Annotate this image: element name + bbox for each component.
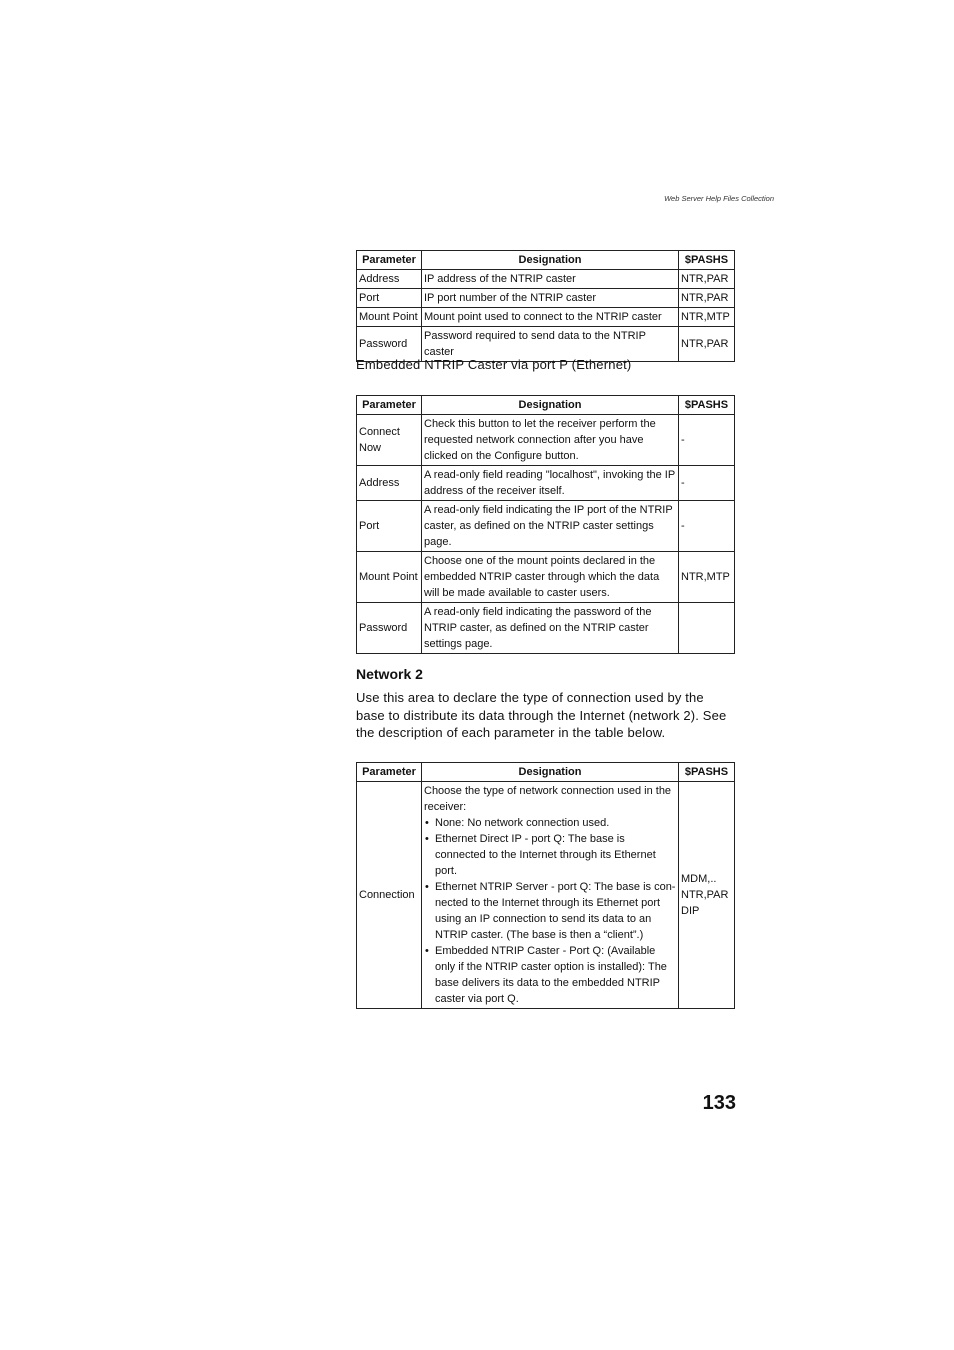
table-row bbox=[357, 603, 735, 654]
column-header-pashs: $PASHS bbox=[679, 251, 735, 270]
column-header-parameter: Parameter bbox=[357, 396, 422, 415]
column-header-designation: Designation bbox=[422, 251, 679, 270]
list-item: • Ethernet NTRIP Server - port Q: The base is con-nected to the Internet through its Ethernet port using an IP connection to send its data to an NTRIP caster. (The base is then a “client”.) bbox=[435, 879, 676, 943]
designation-cell: A read-only field indicating the password of the NTRIP caster, as defined on the NTRIP caster settings page. bbox=[422, 603, 679, 654]
param-cell: Port bbox=[357, 501, 422, 552]
table-row bbox=[357, 552, 735, 603]
param-cell: Connection bbox=[357, 782, 422, 1009]
param-cell: Mount Point bbox=[357, 552, 422, 603]
pashs-cell: NTR,MTP bbox=[679, 308, 735, 327]
list-item: • None: No network connection used. bbox=[435, 815, 676, 831]
designation-cell: Password required to send data to the NTRIP caster bbox=[422, 327, 679, 362]
param-cell: Address bbox=[357, 466, 422, 501]
column-header-pashs: $PASHS bbox=[679, 763, 735, 782]
designation-cell: Check this button to let the receiver perform the requested network connection after you have clicked on the Configure button. bbox=[422, 415, 679, 466]
pashs-line: DIP bbox=[681, 905, 700, 917]
pashs-cell: - bbox=[679, 415, 735, 466]
pashs-line: MDM,.. bbox=[681, 873, 717, 885]
table-row bbox=[357, 501, 735, 552]
table-caption: Embedded NTRIP Caster via port P (Ethernet) bbox=[356, 357, 632, 372]
designation-cell: A read-only field indicating the IP port of the NTRIP caster, as defined on the NTRIP caster settings page. bbox=[422, 501, 679, 552]
ntrip-caster-table bbox=[356, 250, 735, 362]
table-row bbox=[357, 782, 735, 1009]
param-cell: Password bbox=[357, 603, 422, 654]
pashs-cell bbox=[679, 782, 735, 1009]
param-cell: Connect Now bbox=[357, 415, 422, 466]
list-item: • Embedded NTRIP Caster - Port Q: (Available only if the NTRIP caster option is installed): The base delivers its data to the embedded NTRIP caster via port Q. bbox=[435, 943, 676, 1007]
param-cell: Address bbox=[357, 270, 422, 289]
pashs-line: NTR,PAR bbox=[681, 889, 729, 901]
table-header-row bbox=[357, 251, 735, 270]
section-body-text: Use this area to declare the type of connection used by the base to distribute its data through the Internet (network 2). See the description of each parameter in the table below. bbox=[356, 690, 727, 740]
designation-intro: Choose the type of network connection used in the receiver: bbox=[424, 785, 672, 813]
designation-cell: IP port number of the NTRIP caster bbox=[422, 289, 679, 308]
embedded-caster-table bbox=[356, 395, 735, 654]
pashs-cell: NTR,PAR bbox=[679, 270, 735, 289]
designation-cell bbox=[422, 782, 679, 1009]
running-header: Web Server Help Files Collection bbox=[664, 194, 774, 203]
table-header-row bbox=[357, 763, 735, 782]
pashs-cell: NTR,MTP bbox=[679, 552, 735, 603]
page-number: 133 bbox=[702, 1092, 736, 1114]
param-cell: Password bbox=[357, 327, 422, 362]
column-header-pashs: $PASHS bbox=[679, 396, 735, 415]
column-header-designation: Designation bbox=[422, 396, 679, 415]
designation-cell: A read-only field reading "localhost", invoking the IP address of the receiver itself. bbox=[422, 466, 679, 501]
pashs-cell: NTR,PAR bbox=[679, 289, 735, 308]
designation-cell: IP address of the NTRIP caster bbox=[422, 270, 679, 289]
table-row bbox=[357, 289, 735, 308]
column-header-parameter: Parameter bbox=[357, 251, 422, 270]
table-row bbox=[357, 308, 735, 327]
connection-options-list bbox=[424, 815, 676, 1007]
section-heading: Network 2 bbox=[356, 666, 423, 682]
pashs-cell: NTR,PAR bbox=[679, 327, 735, 362]
list-item: • Ethernet Direct IP - port Q: The base is connected to the Internet through its Ethernet port. bbox=[435, 831, 676, 879]
designation-cell: Mount point used to connect to the NTRIP caster bbox=[422, 308, 679, 327]
column-header-designation: Designation bbox=[422, 763, 679, 782]
table-row bbox=[357, 466, 735, 501]
table-row bbox=[357, 415, 735, 466]
pashs-cell bbox=[679, 603, 735, 654]
network2-table bbox=[356, 762, 735, 1009]
column-header-parameter: Parameter bbox=[357, 763, 422, 782]
table-header-row bbox=[357, 396, 735, 415]
param-cell: Mount Point bbox=[357, 308, 422, 327]
table-row bbox=[357, 270, 735, 289]
designation-cell: Choose one of the mount points declared in the embedded NTRIP caster through which the data will be made available to caster users. bbox=[422, 552, 679, 603]
param-cell: Port bbox=[357, 289, 422, 308]
pashs-cell: - bbox=[679, 501, 735, 552]
pashs-cell: - bbox=[679, 466, 735, 501]
